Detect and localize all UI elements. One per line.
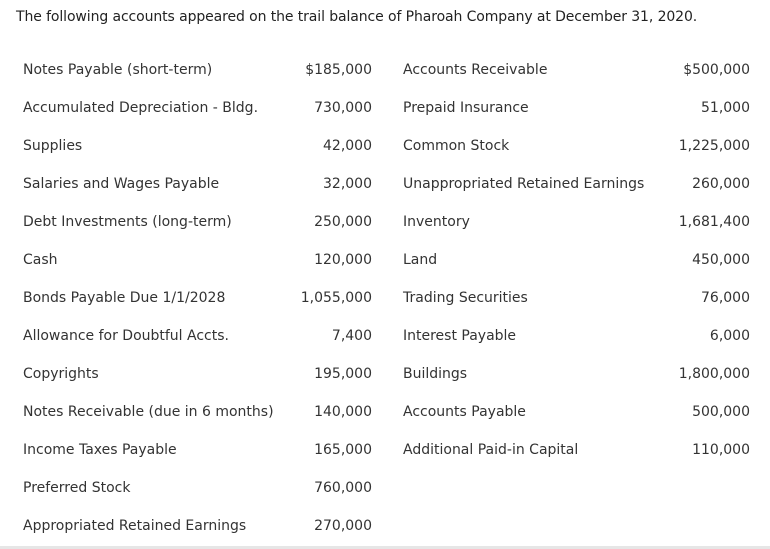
table-row — [0, 174, 770, 194]
right-account-name: Prepaid Insurance — [403, 100, 529, 116]
table-row — [0, 212, 770, 232]
table-row — [0, 364, 770, 384]
table-row — [0, 60, 770, 80]
intro-text: The following accounts appeared on the trail balance of Pharoah Company at December 31, 2020. — [16, 9, 698, 25]
left-account-name: Cash — [23, 252, 58, 268]
right-account-amount: $500,000 — [683, 62, 750, 78]
right-account-name: Additional Paid-in Capital — [403, 442, 579, 458]
right-account-amount: 1,681,400 — [678, 214, 750, 230]
right-account-amount: 450,000 — [692, 252, 750, 268]
right-account-name: Accounts Payable — [403, 404, 526, 420]
left-account-amount: 32,000 — [323, 176, 372, 192]
right-account-amount: 1,225,000 — [678, 138, 750, 154]
right-account-name: Unappropriated Retained Earnings — [403, 176, 645, 192]
left-account-amount: 42,000 — [323, 138, 372, 154]
right-account-name: Land — [403, 252, 438, 268]
right-account-name: Accounts Receivable — [403, 62, 548, 78]
left-account-name: Accumulated Depreciation - Bldg. — [23, 100, 259, 116]
left-account-name: Appropriated Retained Earnings — [23, 518, 247, 534]
right-account-amount: 76,000 — [701, 290, 750, 306]
table-row — [0, 136, 770, 156]
left-account-name: Notes Payable (short-term) — [23, 62, 213, 78]
left-account-name: Debt Investments (long-term) — [23, 214, 232, 230]
left-account-amount: 760,000 — [314, 480, 372, 496]
left-account-name: Income Taxes Payable — [23, 442, 177, 458]
right-account-name: Buildings — [403, 366, 468, 382]
table-row — [0, 250, 770, 270]
left-account-name: Copyrights — [23, 366, 99, 382]
right-account-amount: 6,000 — [709, 328, 750, 344]
left-account-amount: 270,000 — [314, 518, 372, 534]
left-account-amount: 140,000 — [314, 404, 372, 420]
left-account-amount: 1,055,000 — [300, 290, 372, 306]
left-account-name: Preferred Stock — [23, 480, 131, 496]
right-account-name: Common Stock — [403, 138, 510, 154]
table-row — [0, 440, 770, 460]
left-account-name: Supplies — [23, 138, 83, 154]
left-account-name: Salaries and Wages Payable — [23, 176, 220, 192]
left-account-amount: $185,000 — [305, 62, 372, 78]
left-account-name: Notes Receivable (due in 6 months) — [23, 404, 274, 420]
right-account-name: Trading Securities — [403, 290, 528, 306]
left-account-amount: 165,000 — [314, 442, 372, 458]
table-row — [0, 326, 770, 346]
left-account-amount: 250,000 — [314, 214, 372, 230]
table-row — [0, 516, 770, 536]
right-account-name: Interest Payable — [403, 328, 517, 344]
left-account-name: Bonds Payable Due 1/1/2028 — [23, 290, 226, 306]
right-account-amount: 110,000 — [692, 442, 750, 458]
left-account-amount: 195,000 — [314, 366, 372, 382]
right-account-amount: 260,000 — [692, 176, 750, 192]
left-account-amount: 730,000 — [314, 100, 372, 116]
table-row — [0, 478, 770, 498]
table-row — [0, 288, 770, 308]
left-account-name: Allowance for Doubtful Accts. — [23, 328, 229, 344]
table-row — [0, 98, 770, 118]
left-account-amount: 120,000 — [314, 252, 372, 268]
right-account-name: Inventory — [403, 214, 470, 230]
table-row — [0, 402, 770, 422]
right-account-amount: 1,800,000 — [678, 366, 750, 382]
right-account-amount: 500,000 — [692, 404, 750, 420]
left-account-amount: 7,400 — [331, 328, 372, 344]
right-account-amount: 51,000 — [701, 100, 750, 116]
